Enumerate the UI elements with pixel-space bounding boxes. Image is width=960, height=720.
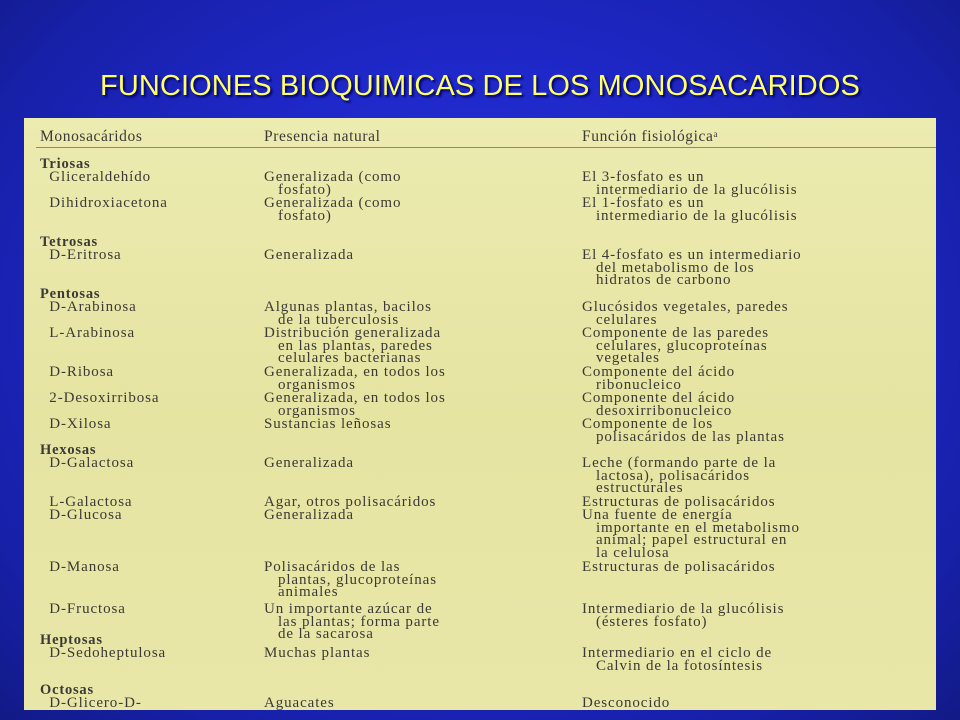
cell-presencia: Generalizada (como fosfato): [264, 169, 402, 198]
cell-funcion: Leche (formando parte de la lactosa), polisacáridos estructurales: [582, 455, 777, 496]
group-label: Triosas: [40, 156, 91, 172]
cell-presencia: Polisacáridos de las plantas, glucoproteínas animales: [264, 559, 437, 600]
cell-funcion: El 3-fosfato es un intermediario de la glucólisis: [582, 169, 798, 198]
cell-monosacarido: D-Manosa: [40, 559, 120, 575]
cell-funcion: Componente de los polisacáridos de las plantas: [582, 416, 785, 445]
cell-funcion: Componente del ácido ribonucleico: [582, 364, 735, 393]
cell-funcion: El 1-fosfato es un intermediario de la glucólisis: [582, 195, 798, 224]
cell-funcion: Estructuras de polisacáridos: [582, 494, 776, 510]
cell-funcion: Glucósidos vegetales, paredes celulares: [582, 299, 789, 328]
cell-monosacarido: D-Galactosa: [40, 455, 135, 471]
cell-funcion: Intermediario de la glucólisis (ésteres fosfato): [582, 601, 785, 630]
cell-monosacarido: D-Arabinosa: [40, 299, 137, 315]
cell-presencia: Generalizada: [264, 455, 354, 471]
cell-presencia: Distribución generalizada en las plantas, paredes celulares bacterianas: [264, 325, 442, 366]
group-label: Tetrosas: [40, 234, 98, 250]
cell-funcion: El 4-fosfato es un intermediario del metabolismo de los hidratos de carbono: [582, 247, 802, 288]
cell-monosacarido: D-Glicero-D-: [40, 695, 142, 710]
monosaccharide-table: [24, 118, 936, 710]
cell-monosacarido: D-Fructosa: [40, 601, 126, 617]
cell-monosacarido: D-Glucosa: [40, 507, 123, 523]
cell-presencia: Generalizada, en todos los organismos: [264, 390, 446, 419]
header-divider: [36, 147, 936, 148]
group-label: Pentosas: [40, 286, 101, 302]
cell-presencia: Generalizada, en todos los organismos: [264, 364, 446, 393]
header-funcion-fisiologica: Función fisiológicaᵃ: [582, 128, 719, 145]
cell-presencia: Agar, otros polisacáridos: [264, 494, 437, 510]
cell-monosacarido: D-Eritrosa: [40, 247, 122, 263]
cell-funcion: Una fuente de energía importante en el metabolismo animal; papel estructural en la celulosa: [582, 507, 800, 561]
group-label: Heptosas: [40, 632, 103, 648]
cell-presencia: Sustancias leñosas: [264, 416, 392, 432]
cell-funcion: Componente de las paredes celulares, glucoproteínas vegetales: [582, 325, 770, 366]
cell-monosacarido: 2-Desoxirribosa: [40, 390, 160, 406]
cell-presencia: Un importante azúcar de las plantas; forma parte de la sacarosa: [264, 601, 440, 642]
cell-presencia: Muchas plantas: [264, 645, 371, 661]
group-label: Octosas: [40, 682, 94, 698]
cell-monosacarido: L-Arabinosa: [40, 325, 136, 341]
cell-monosacarido: Dihidroxiacetona: [40, 195, 168, 211]
cell-monosacarido: D-Sedoheptulosa: [40, 645, 167, 661]
cell-presencia: Algunas plantas, bacilos de la tuberculosis: [264, 299, 432, 328]
slide-title: FUNCIONES BIOQUIMICAS DE LOS MONOSACARIDOS: [100, 70, 860, 102]
cell-presencia: Generalizada (como fosfato): [264, 195, 402, 224]
cell-funcion: Intermediario en el ciclo de Calvin de la fotosíntesis: [582, 645, 773, 674]
cell-monosacarido: Gliceraldehído: [40, 169, 152, 185]
cell-funcion: Estructuras de polisacáridos: [582, 559, 776, 575]
cell-presencia: Aguacates: [264, 695, 335, 710]
cell-presencia: Generalizada: [264, 507, 354, 523]
cell-monosacarido: D-Xilosa: [40, 416, 112, 432]
header-monosacaridos: Monosacáridos: [40, 128, 143, 145]
group-label: Hexosas: [40, 442, 97, 458]
cell-funcion: Componente del ácido desoxirribonucleico: [582, 390, 735, 419]
header-presencia-natural: Presencia natural: [264, 128, 381, 145]
cell-funcion: Desconocido: [582, 695, 671, 710]
cell-presencia: Generalizada: [264, 247, 354, 263]
cell-monosacarido: D-Ribosa: [40, 364, 114, 380]
cell-monosacarido: L-Galactosa: [40, 494, 133, 510]
